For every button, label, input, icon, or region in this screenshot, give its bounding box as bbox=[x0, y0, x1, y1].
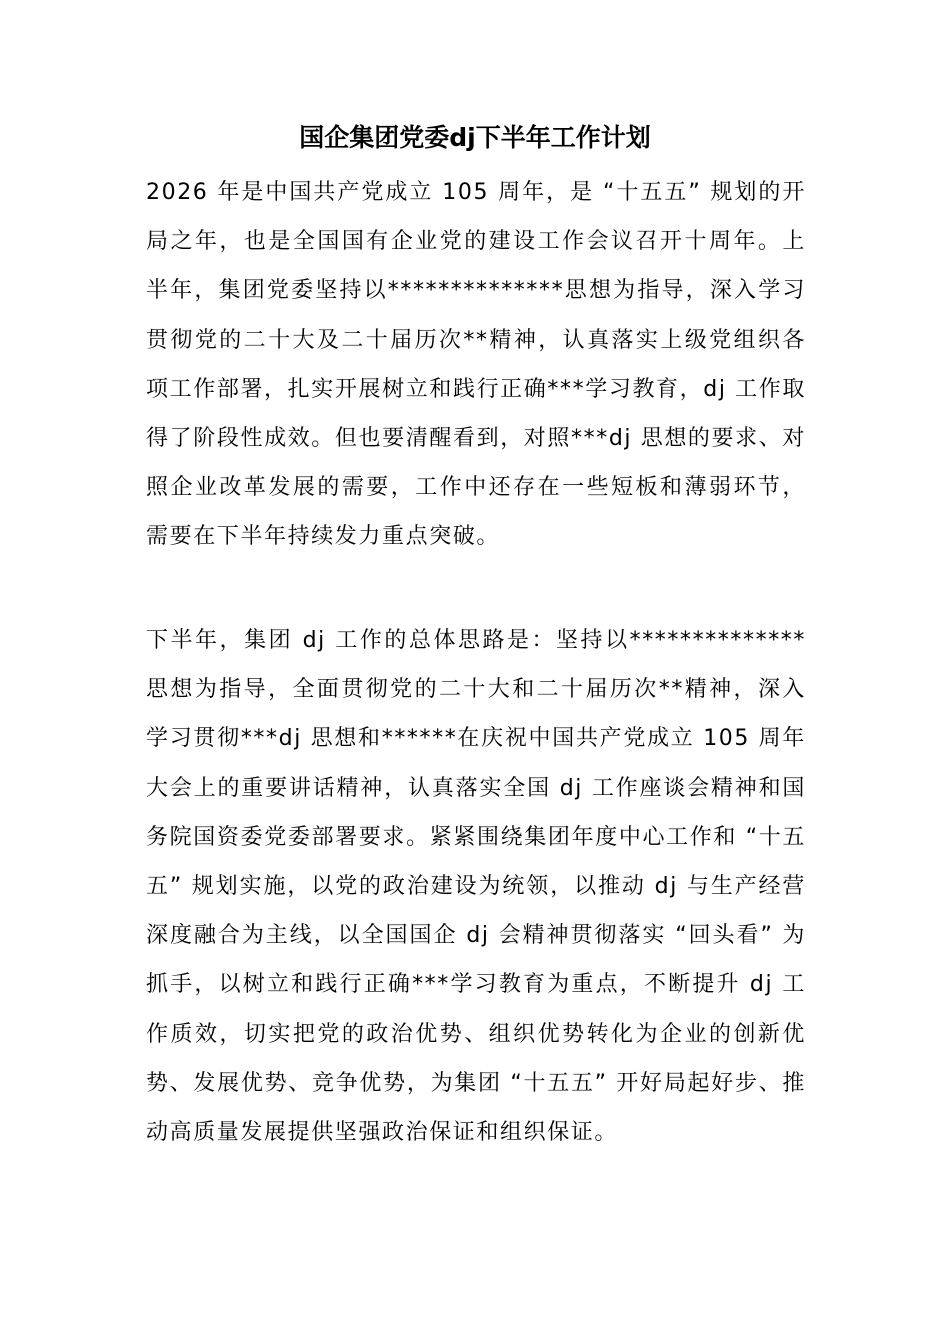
paragraph-2: 下半年，集团 dj 工作的总体思路是：坚持以**************思想为指导，全面贯彻党的二十大和二十届历次**精神，深入学习贯彻***dj 思想和******在庆祝中国共产党成立 105 周年大会上的重要讲话精神，认真落实全国 dj 工作座谈会精神和国务院国资委党委部署要求。紧紧围绕集团年度中心工作和 “十五五” 规划实施，以党的政治建设为统领，以推动 dj 与生产经营深度融合为主线，以全国国企 dj 会精神贯彻落实 “回头看” 为抓手，以树立和践行正确***学习教育为重点，不断提升 dj 工作质效，切实把党的政治优势、组织优势转化为企业的创新优势、发展优势、竞争优势，为集团 “十五五” 开好局起好步、推动高质量发展提供坚强政治保证和组织保证。 bbox=[146, 628, 806, 1146]
document-title: 国企集团党委dj下半年工作计划 bbox=[299, 123, 651, 152]
paragraph-1: 2026 年是中国共产党成立 105 周年，是 “十五五” 规划的开局之年，也是全国国有企业党的建设工作会议召开十周年。上半年，集团党委坚持以**************思想为指导，深入学习贯彻党的二十大及二十届历次**精神，认真落实上级党组织各项工作部署，扎实开展树立和践行正确***学习教育，dj 工作取得了阶段性成效。但也要清醒看到，对照***dj 思想的要求、对照企业改革发展的需要，工作中还存在一些短板和薄弱环节，需要在下半年持续发力重点突破。 bbox=[146, 180, 806, 550]
